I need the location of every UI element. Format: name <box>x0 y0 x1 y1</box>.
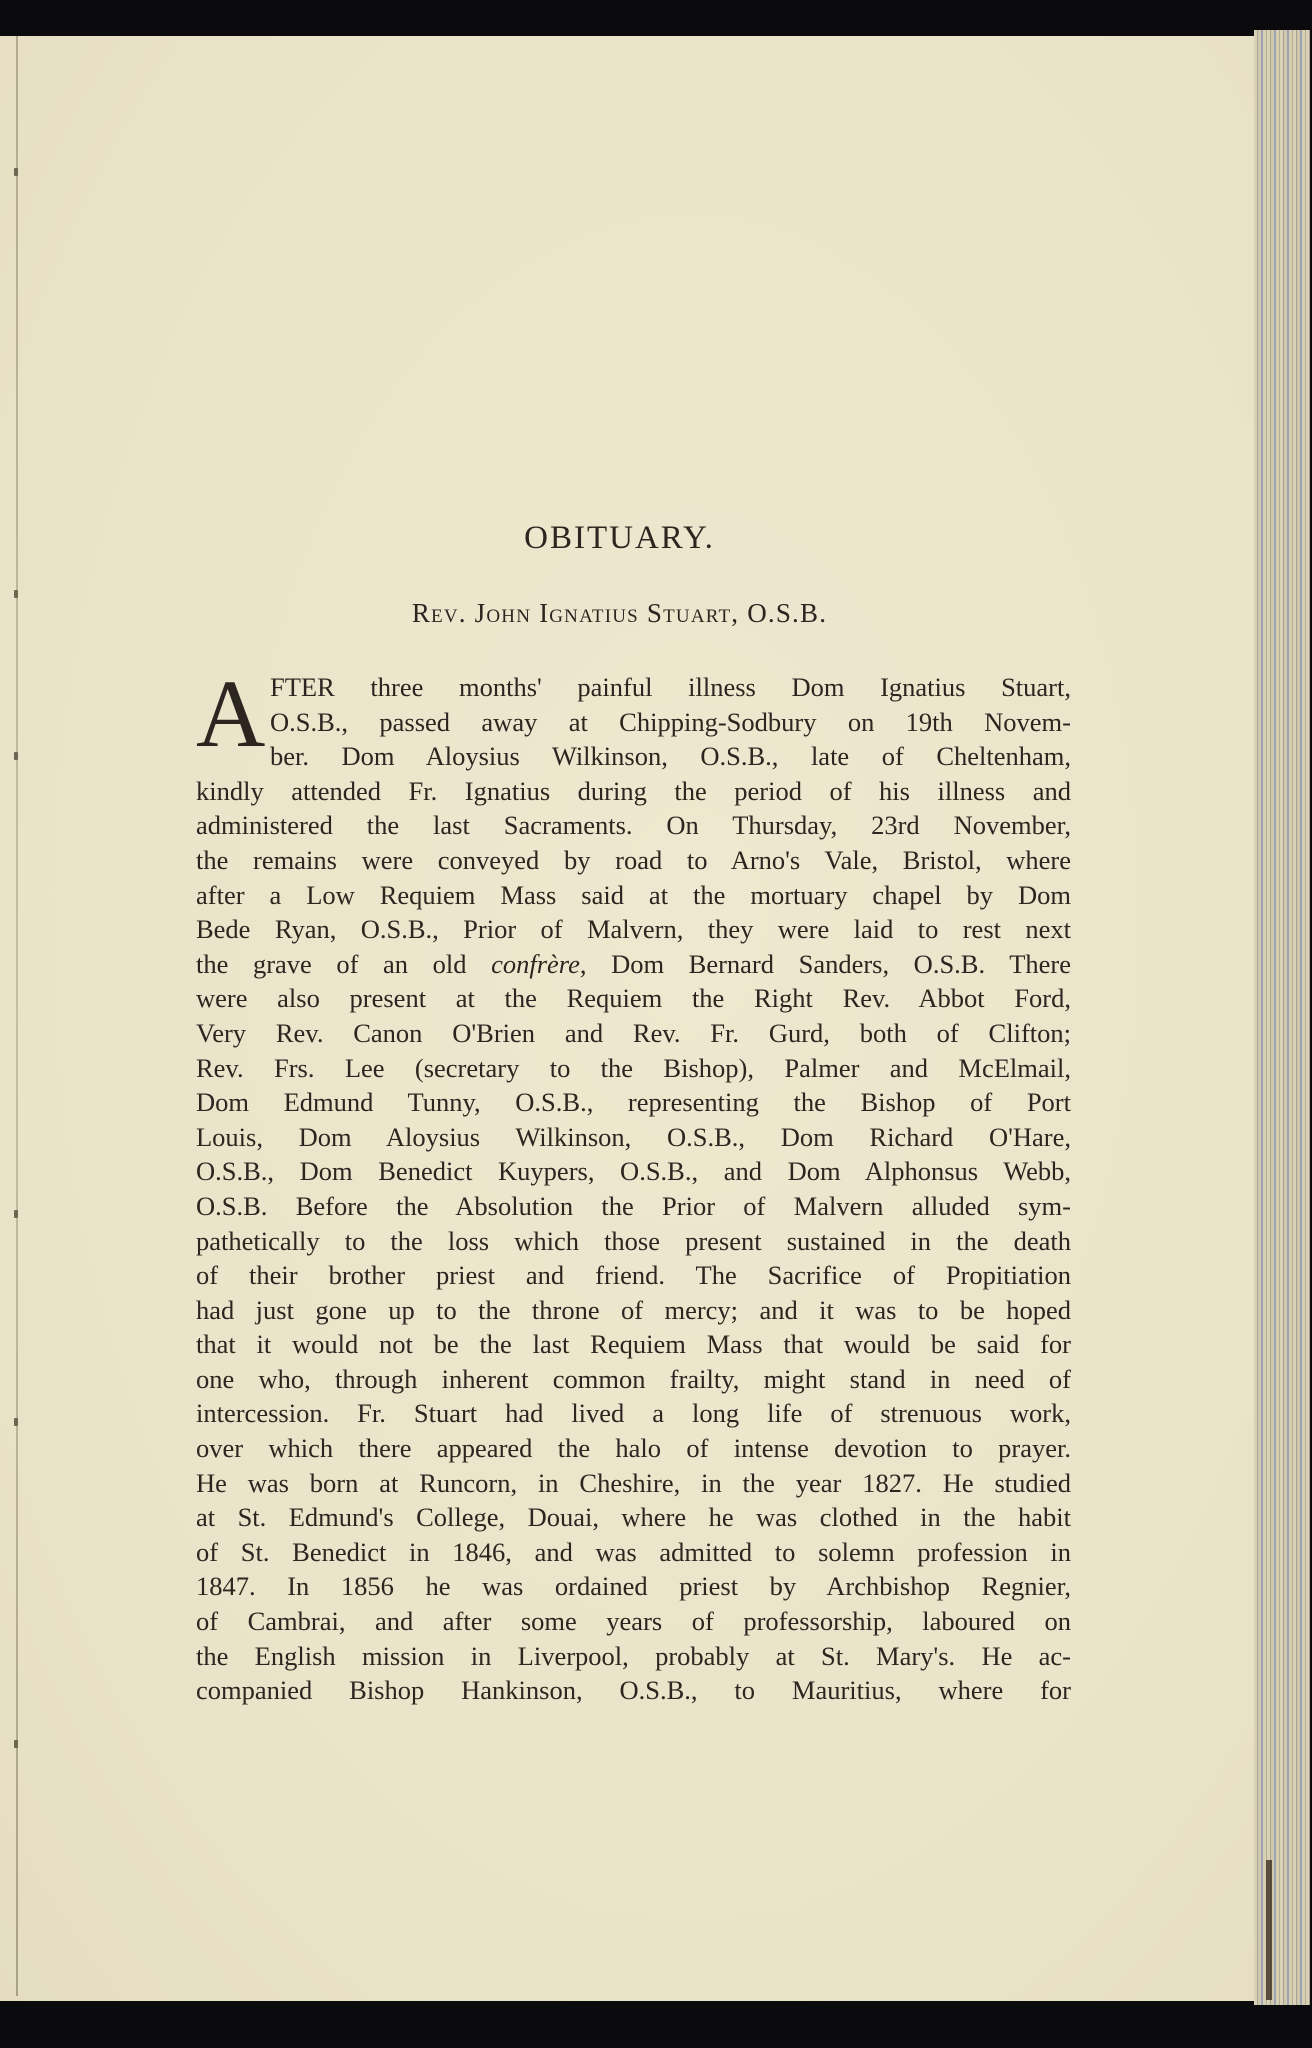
text-line: FTER three months' painful illness Dom Ignatius Stuart, <box>270 672 1071 702</box>
text-line: administered the last Sacraments. On Thursday, 23rd November, <box>196 810 1071 841</box>
page-fore-edge <box>1254 30 1310 2005</box>
text-line: O.S.B., passed away at Chipping-Sodbury on 19th Novem- <box>270 706 1071 737</box>
text-line: ber. Dom Aloysius Wilkinson, O.S.B., late of Cheltenham, <box>270 741 1071 772</box>
text-line <box>196 947 1071 982</box>
gutter-mark <box>14 168 18 176</box>
text-line: of Cambrai, and after some years of professorship, laboured on <box>196 1606 1071 1637</box>
text-line: Dom Edmund Tunny, O.S.B., representing the Bishop of Port <box>196 1087 1071 1118</box>
text-line: Louis, Dom Aloysius Wilkinson, O.S.B., Dom Richard O'Hare, <box>196 1121 1071 1152</box>
text-line: intercession. Fr. Stuart had lived a long life of strenuous work, <box>196 1398 1071 1429</box>
text-run: , Dom Bernard Sanders, O.S.B. There <box>579 948 1071 979</box>
text-line: of St. Benedict in 1846, and was admitted to solemn profession in <box>196 1536 1071 1567</box>
text-run: the grave of an old <box>196 948 492 979</box>
text-line: that it would not be the last Requiem Mass that would be said for <box>196 1329 1071 1360</box>
text-line: one who, through inherent common frailty, might stand in need of <box>196 1363 1071 1394</box>
gutter-fold <box>16 36 18 1996</box>
page-edge-shadow <box>1266 1860 1272 2000</box>
text-line: over which there appeared the halo of intense devotion to prayer. <box>196 1433 1071 1464</box>
obituary-subtitle: Rev. John Ignatius Stuart, O.S.B. <box>411 598 828 628</box>
text-line: kindly attended Fr. Ignatius during the period of his illness and <box>196 775 1071 806</box>
drop-cap: A <box>196 660 266 767</box>
text-line: the remains were conveyed by road to Arno's Vale, Bristol, where <box>196 844 1071 875</box>
text-line: after a Low Requiem Mass said at the mortuary chapel by Dom <box>196 879 1071 910</box>
text-line: Bede Ryan, O.S.B., Prior of Malvern, they were laid to rest next <box>196 914 1071 945</box>
text-line: He was born at Runcorn, in Cheshire, in the year 1827. He studied <box>196 1467 1071 1498</box>
text-line: the English mission in Liverpool, probably at St. Mary's. He ac- <box>196 1640 1071 1671</box>
text-line: of their brother priest and friend. The Sacrifice of Propitiation <box>196 1260 1071 1291</box>
text-line: companied Bishop Hankinson, O.S.B., to Mauritius, where for <box>196 1675 1071 1706</box>
text-line: were also present at the Requiem the Right Rev. Abbot Ford, <box>196 983 1071 1014</box>
text-line: Rev. Frs. Lee (secretary to the Bishop), Palmer and McElmail, <box>196 1052 1071 1083</box>
text-line: had just gone up to the throne of mercy; and it was to be hoped <box>196 1294 1071 1325</box>
text-line: O.S.B. Before the Absolution the Prior of Malvern alluded sym- <box>196 1190 1071 1221</box>
text-line: 1847. In 1856 he was ordained priest by Archbishop Regnier, <box>196 1571 1071 1602</box>
obituary-body <box>196 660 1071 1708</box>
text-block <box>196 500 1071 1708</box>
text-line: pathetically to the loss which those present sustained in the death <box>196 1225 1071 1256</box>
body-lines <box>196 660 1071 1708</box>
gutter-mark <box>14 1210 18 1218</box>
gutter-mark <box>14 752 18 760</box>
gutter-mark <box>14 1740 18 1748</box>
gutter-mark <box>14 590 18 598</box>
italic-word: confrère <box>491 948 580 979</box>
gutter-mark <box>14 1418 18 1426</box>
text-line: at St. Edmund's College, Douai, where he was clothed in the habit <box>196 1502 1071 1533</box>
text-line: Very Rev. Canon O'Brien and Rev. Fr. Gurd, both of Clifton; <box>196 1017 1071 1048</box>
text-line: O.S.B., Dom Benedict Kuypers, O.S.B., and Dom Alphonsus Webb, <box>196 1156 1071 1187</box>
page-title: OBITUARY. <box>524 520 715 556</box>
